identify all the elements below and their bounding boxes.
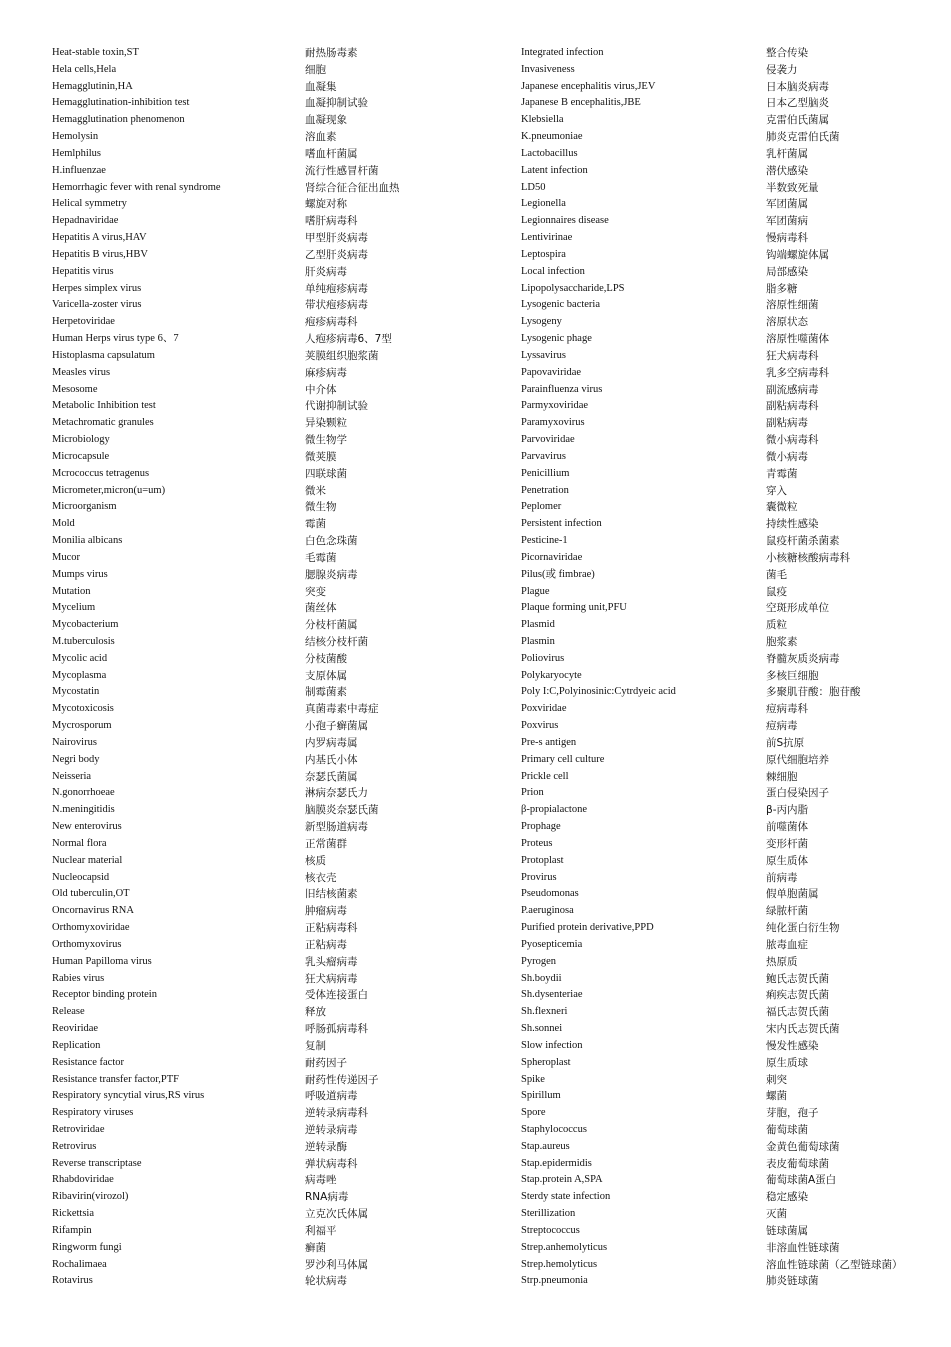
term-chinese: 小核糖核酸病毒科 — [766, 551, 850, 564]
term-chinese: 腮腺炎病毒 — [305, 568, 358, 581]
term-english: Lentivirinae — [521, 232, 573, 244]
term-chinese: 青霉菌 — [766, 467, 798, 480]
term-english: Parmyxoviridae — [521, 400, 589, 412]
term-english: Reoviridae — [52, 1023, 99, 1035]
term-chinese: 变形杆菌 — [766, 837, 808, 850]
term-english: Strp.pneumonia — [521, 1275, 588, 1287]
term-chinese: 呼肠孤病毒科 — [305, 1023, 368, 1036]
term-chinese: 奈瑟氏菌属 — [305, 770, 358, 783]
term-chinese: 链球菌属 — [766, 1224, 808, 1237]
term-chinese: 正常菌群 — [305, 837, 347, 850]
term-english: Microbiology — [52, 434, 110, 446]
term-english: Mumps virus — [52, 568, 108, 580]
term-chinese: 代谢抑制试验 — [305, 400, 368, 413]
term-english: Stap.aureus — [521, 1140, 570, 1152]
term-english: Hepatitis virus — [52, 265, 114, 277]
term-english: Neisseria — [52, 770, 92, 782]
term-chinese: 表皮葡萄球菌 — [766, 1157, 829, 1170]
term-english: Sh.flexneri — [521, 1006, 568, 1018]
term-english: Orthomyxoviridae — [52, 922, 130, 934]
term-english: Mycotoxicosis — [52, 703, 114, 715]
term-english: Persistent infection — [521, 518, 602, 530]
term-english: N.meningitidis — [52, 804, 115, 816]
term-chinese: 局部感染 — [766, 265, 808, 278]
term-chinese: 肺炎链球菌 — [766, 1275, 819, 1288]
term-english: Human Herps virus type 6、7 — [52, 333, 179, 345]
term-english: Lipopolysaccharide,LPS — [521, 282, 625, 294]
term-chinese: 甲型肝炎病毒 — [305, 232, 368, 245]
term-english: Lysogenic bacteria — [521, 299, 601, 311]
term-chinese: 原代细胞培养 — [766, 753, 829, 766]
term-english: Parvoviridae — [521, 434, 575, 446]
term-chinese: 癣菌 — [305, 1241, 326, 1254]
term-english: Hemorrhagic fever with renal syndrome — [52, 181, 221, 193]
term-chinese: 多聚肌苷酸：胞苷酸 — [766, 686, 861, 699]
term-english: Proteus — [521, 837, 553, 849]
term-english: Spore — [521, 1107, 546, 1119]
term-chinese: 真菌毒素中毒症 — [305, 703, 379, 716]
term-english: Mycrosporum — [52, 720, 112, 732]
term-english: Spike — [521, 1073, 545, 1085]
term-english: Rhabdoviridae — [52, 1174, 114, 1186]
term-chinese: 逆转录病毒科 — [305, 1107, 368, 1120]
term-chinese: 荚膜组织胞浆菌 — [305, 349, 379, 362]
term-chinese: 前噬菌体 — [766, 821, 808, 834]
term-english: Retroviridae — [52, 1124, 105, 1135]
term-english: Protoplast — [521, 854, 564, 866]
term-english: Plague — [521, 585, 550, 597]
term-english: Replication — [52, 1039, 101, 1051]
term-chinese: 单纯疱疹病毒 — [305, 282, 368, 295]
term-chinese: 核质 — [305, 854, 326, 867]
term-english: Prophage — [521, 821, 561, 833]
term-english: Lysogenic phage — [521, 333, 592, 345]
term-english: H.influenzae — [52, 164, 106, 176]
term-english: Respiratory viruses — [52, 1107, 134, 1119]
term-chinese: 微小病毒 — [766, 450, 808, 463]
term-chinese: 痘病毒 — [766, 720, 798, 733]
term-chinese: 释放 — [305, 1006, 326, 1019]
term-english: Staphylococcus — [521, 1124, 587, 1135]
term-chinese: 乳头瘤病毒 — [305, 955, 358, 968]
term-chinese: 空斑形成单位 — [766, 602, 829, 615]
term-chinese: 宋内氏志贺氏菌 — [766, 1023, 840, 1036]
term-chinese: 肿瘤病毒 — [305, 905, 347, 918]
term-chinese: 狂犬病病毒 — [305, 972, 358, 985]
term-chinese: 胞浆素 — [766, 635, 798, 648]
term-english: Poly I:C,Polyinosinic:Cytrdyeic acid — [521, 686, 676, 698]
term-chinese: 军团菌属 — [766, 198, 808, 211]
term-english: Metachromatic granules — [52, 417, 154, 429]
term-english: Old tuberculin,OT — [52, 888, 130, 900]
term-english: Penetration — [521, 484, 569, 496]
term-chinese: 耐热肠毒素 — [305, 47, 358, 59]
term-chinese: 钩端螺旋体属 — [766, 248, 829, 261]
term-chinese: 螺菌 — [766, 1090, 787, 1103]
term-english: Hemagglutinin,HA — [52, 80, 133, 92]
term-english: Integrated infection — [521, 47, 604, 58]
term-chinese: 菌毛 — [766, 568, 787, 581]
term-english: Pseudomonas — [521, 888, 579, 900]
term-english: Varicella-zoster virus — [52, 299, 142, 311]
term-chinese: 军团菌病 — [766, 215, 808, 228]
term-english: Strep.anhemolyticus — [521, 1241, 608, 1253]
term-english: Human Papilloma virus — [52, 955, 152, 967]
term-chinese: 棘细胞 — [766, 770, 798, 783]
term-chinese: 分枝菌酸 — [305, 652, 347, 665]
term-chinese: 灭菌 — [766, 1208, 787, 1221]
term-chinese: 潜伏感染 — [766, 164, 808, 177]
term-english: K.pneumoniae — [521, 131, 583, 143]
term-chinese: 血凝抑制试验 — [305, 97, 368, 110]
term-english: Receptor binding protein — [52, 989, 157, 1001]
term-english: Local infection — [521, 265, 585, 277]
term-chinese: 淋病奈瑟氏力 — [305, 787, 368, 800]
term-chinese: 嗜肝病毒科 — [305, 215, 358, 228]
term-chinese: 核衣壳 — [305, 871, 337, 884]
term-chinese: 带状疱疹病毒 — [305, 299, 368, 312]
term-english: Mold — [52, 518, 75, 530]
term-chinese: 鼠疫 — [766, 585, 787, 598]
term-chinese: 分枝杆菌属 — [305, 619, 358, 632]
term-english: Slow infection — [521, 1039, 583, 1051]
term-english: Hemagglutination phenomenon — [52, 114, 185, 126]
term-chinese: 四联球菌 — [305, 467, 347, 480]
term-chinese: 乳杆菌属 — [766, 147, 808, 160]
term-english: M.tuberculosis — [52, 635, 115, 647]
term-chinese: 慢发性感染 — [766, 1039, 819, 1052]
term-english: Rifampin — [52, 1224, 92, 1236]
term-english: Hepatitis B virus,HBV — [52, 248, 148, 260]
term-english: Lysogeny — [521, 316, 562, 328]
term-english: Orthomyxovirus — [52, 938, 122, 950]
term-english: N.gonorrhoeae — [52, 787, 115, 799]
term-english: Hepatitis A virus,HAV — [52, 232, 147, 244]
term-english: Lyssavirus — [521, 349, 566, 361]
term-chinese: 螺旋对称 — [305, 198, 347, 211]
term-chinese: 微荚膜 — [305, 450, 337, 463]
term-chinese: 鼠疫杆菌杀菌素 — [766, 535, 840, 548]
term-chinese: 利福平 — [305, 1224, 337, 1237]
term-chinese: 穿入 — [766, 484, 787, 497]
term-chinese: 囊微粒 — [766, 501, 798, 514]
term-chinese: 乳多空病毒科 — [766, 366, 829, 379]
term-chinese: 立克次氏体属 — [305, 1208, 368, 1221]
term-chinese: 葡萄球菌 — [766, 1124, 808, 1136]
term-english: Strep.hemolyticus — [521, 1258, 598, 1270]
term-english: Hepadnaviridae — [52, 215, 119, 227]
term-english: Hela cells,Hela — [52, 63, 117, 75]
term-english: Mycostatin — [52, 686, 100, 698]
term-english: Reverse transcriptase — [52, 1157, 142, 1169]
term-english: Monilia albicans — [52, 535, 123, 547]
term-english: Poliovirus — [521, 652, 565, 664]
term-chinese: 结核分枝杆菌 — [305, 635, 368, 648]
term-chinese: 呼吸道病毒 — [305, 1090, 358, 1103]
term-chinese: 受体连接蛋白 — [305, 989, 368, 1002]
term-english: Prion — [521, 787, 544, 799]
term-english: Measles virus — [52, 366, 111, 378]
term-chinese: 日本脑炎病毒 — [766, 80, 829, 93]
term-chinese: 蛋白侵染因子 — [766, 787, 829, 800]
term-chinese: 正粘病毒 — [305, 938, 347, 951]
term-english: New enterovirus — [52, 821, 122, 833]
term-english: Ribavirin(virozol) — [52, 1191, 129, 1203]
term-english: Herpetoviridae — [52, 316, 115, 328]
term-chinese: 假单胞菌属 — [766, 888, 819, 901]
term-chinese: 耐药性传递因子 — [305, 1073, 379, 1086]
term-english: Mcrococcus tetragenus — [52, 467, 150, 479]
term-chinese: 肾综合征合征出血热 — [305, 181, 400, 194]
term-english: Sterillization — [521, 1208, 576, 1220]
term-english: Mycelium — [52, 602, 96, 614]
term-chinese: 白色念珠菌 — [305, 535, 358, 548]
term-chinese: 溶血素 — [305, 131, 337, 144]
term-chinese: 复制 — [305, 1039, 326, 1052]
term-chinese: 麻疹病毒 — [305, 366, 347, 379]
term-english: Metabolic Inhibition test — [52, 400, 156, 412]
term-chinese: 弹状病毒科 — [305, 1157, 358, 1170]
term-chinese: 葡萄球菌A蛋白 — [766, 1174, 837, 1187]
term-chinese: 脓毒血症 — [766, 938, 808, 951]
term-chinese: 溶原性噬菌体 — [766, 333, 829, 346]
term-chinese: 耐药因子 — [305, 1056, 347, 1069]
term-chinese: 半数致死量 — [766, 181, 819, 194]
term-english: Paramyxovirus — [521, 417, 585, 429]
term-english: Herpes simplex virus — [52, 282, 142, 294]
term-chinese: 刺突 — [766, 1073, 787, 1086]
term-english: Peplomer — [521, 501, 562, 513]
term-chinese: 前S抗原 — [766, 736, 805, 749]
term-chinese: 内基氏小体 — [305, 753, 358, 766]
term-english: Micrometer,micron(u=um) — [52, 484, 166, 496]
term-english: Respiratory syncytial virus,RS virus — [52, 1090, 205, 1102]
term-chinese: 溶血性链球菌（乙型链球菌） — [766, 1258, 903, 1271]
term-chinese: 福氏志贺氏菌 — [766, 1006, 829, 1019]
term-chinese: 细胞 — [305, 63, 326, 76]
term-english: Spirillum — [521, 1090, 561, 1102]
term-english: Sh.boydii — [521, 972, 562, 984]
term-chinese: 绿脓杆菌 — [766, 905, 808, 918]
term-english: Japanese B encephalitis,JBE — [521, 97, 641, 109]
term-chinese: 侵袭力 — [766, 63, 798, 76]
term-chinese: 克雷伯氏菌属 — [766, 114, 829, 127]
term-english: Plaque forming unit,PFU — [521, 602, 627, 614]
term-chinese: 毛霉菌 — [305, 551, 337, 564]
term-english: Pre-s antigen — [521, 736, 577, 748]
term-chinese: 小孢子癣菌属 — [305, 720, 368, 733]
term-english: Mycolic acid — [52, 652, 108, 664]
term-english: Hemolysin — [52, 131, 99, 143]
term-english: Pyrogen — [521, 955, 556, 967]
term-chinese: 人疱疹病毒6、7型 — [305, 333, 392, 346]
term-chinese: 日本乙型脑炎 — [766, 97, 829, 110]
term-english: Picornaviridae — [521, 551, 583, 563]
term-english: P.aeruginosa — [521, 905, 574, 917]
term-chinese: 菌丝体 — [305, 602, 337, 615]
term-chinese: 前病毒 — [766, 871, 798, 884]
term-english: Latent infection — [521, 164, 588, 176]
term-english: Leptospira — [521, 248, 566, 260]
term-english: Pilus(或 fimbrae) — [521, 568, 595, 580]
term-english: Microorganism — [52, 501, 117, 513]
term-english: Invasiveness — [521, 63, 575, 75]
term-english: Rotavirus — [52, 1275, 93, 1287]
term-chinese: 罗沙利马体属 — [305, 1258, 368, 1271]
term-chinese: 持续性感染 — [766, 518, 819, 531]
term-chinese: 病毒唑 — [305, 1174, 337, 1187]
term-chinese: 多核巨细胞 — [766, 669, 819, 682]
term-english: β-propialactone — [521, 804, 587, 816]
term-chinese: 原生质体 — [766, 854, 808, 867]
term-chinese: 嗜血杆菌属 — [305, 147, 358, 160]
term-english: Stap.epidermidis — [521, 1157, 592, 1169]
term-chinese: 溶原状态 — [766, 316, 808, 329]
term-english: Negri body — [52, 753, 100, 765]
term-english: Resistance transfer factor,PTF — [52, 1073, 179, 1085]
term-chinese: RNA病毒 — [305, 1191, 349, 1204]
term-english: Purified protein derivative,PPD — [521, 922, 654, 934]
term-chinese: 支原体属 — [305, 669, 347, 682]
term-english: Pesticine-1 — [521, 535, 568, 547]
term-english: Japanese encephalitis virus,JEV — [521, 80, 656, 92]
term-english: LD50 — [521, 181, 546, 193]
term-english: Heat-stable toxin,ST — [52, 47, 139, 58]
term-english: Resistance factor — [52, 1056, 125, 1068]
term-english: Mucor — [52, 551, 80, 563]
term-chinese: 副流感病毒 — [766, 383, 819, 396]
term-chinese: 逆转录病毒 — [305, 1124, 358, 1136]
term-chinese: 脑膜炎奈瑟氏菌 — [305, 804, 379, 817]
term-english: Rochalimaea — [52, 1258, 107, 1270]
term-english: Penicillium — [521, 467, 570, 479]
term-chinese: 热原质 — [766, 955, 798, 968]
term-english: Primary cell culture — [521, 753, 605, 765]
term-chinese: 脊髓灰质炎病毒 — [766, 652, 840, 665]
term-chinese: β-丙内脂 — [766, 804, 808, 817]
term-english: Sh.sonnei — [521, 1023, 563, 1035]
term-chinese: 稳定感染 — [766, 1191, 808, 1204]
term-english: Lactobacillus — [521, 147, 578, 159]
term-english: Provirus — [521, 871, 557, 883]
term-english: Stap.protein A,SPA — [521, 1174, 603, 1186]
term-chinese: 原生质球 — [766, 1056, 808, 1069]
term-chinese: 肺炎克雷伯氏菌 — [766, 131, 840, 144]
term-english: Microcapsule — [52, 450, 110, 462]
term-english: Retrovirus — [52, 1140, 97, 1152]
term-english: Poxvirus — [521, 720, 559, 732]
term-english: Poxviridae — [521, 703, 567, 715]
term-chinese: 非溶血性链球菌 — [766, 1241, 840, 1254]
term-chinese: 中介体 — [305, 383, 337, 396]
term-english: Sh.dysenteriae — [521, 989, 583, 1001]
term-english: Polykaryocyte — [521, 669, 582, 681]
term-chinese: 乙型肝炎病毒 — [305, 248, 368, 261]
term-chinese: 痢疾志贺氏菌 — [766, 989, 829, 1002]
term-chinese: 慢病毒科 — [766, 232, 808, 245]
term-chinese: 正粘病毒科 — [305, 922, 358, 935]
term-english: Histoplasma capsulatum — [52, 349, 155, 361]
term-english: Oncornavirus RNA — [52, 905, 134, 917]
term-chinese: 轮状病毒 — [305, 1275, 347, 1288]
term-chinese: 微生物学 — [305, 434, 347, 447]
term-chinese: 副粘病毒科 — [766, 400, 819, 413]
term-english: Legionnaires disease — [521, 215, 609, 227]
term-chinese: 血凝集 — [305, 80, 337, 93]
term-english: Parvavirus — [521, 450, 566, 462]
term-chinese: 肝炎病毒 — [305, 265, 347, 278]
term-english: Rabies virus — [52, 972, 105, 984]
term-english: Helical symmetry — [52, 198, 127, 210]
term-english: Mesosome — [52, 383, 98, 395]
term-chinese: 鲍氏志贺氏菌 — [766, 972, 829, 985]
term-english: Ringworm fungi — [52, 1241, 122, 1253]
term-chinese: 突变 — [305, 585, 326, 598]
term-english: Legionella — [521, 198, 566, 210]
term-chinese: 逆转录酶 — [305, 1140, 347, 1153]
term-english: Plasmid — [521, 619, 555, 631]
term-chinese: 血凝现象 — [305, 114, 347, 127]
term-english: Normal flora — [52, 837, 107, 849]
term-english: Parainfluenza virus — [521, 383, 603, 395]
term-english: Nucleocapsid — [52, 871, 110, 883]
term-chinese: 内罗病毒属 — [305, 736, 358, 749]
term-english: Hemagglutination-inhibition test — [52, 97, 190, 109]
term-chinese: 纯化蛋白衍生物 — [766, 922, 840, 935]
term-english: Nuclear material — [52, 854, 123, 866]
term-chinese: 霉菌 — [305, 518, 326, 531]
term-english: Klebsiella — [521, 114, 564, 126]
term-chinese: 疱疹病毒科 — [305, 316, 358, 329]
term-english: Mycobacterium — [52, 619, 119, 631]
term-chinese: 流行性感冒杆菌 — [305, 164, 379, 177]
term-english: Plasmin — [521, 635, 555, 647]
term-chinese: 副粘病毒 — [766, 417, 808, 430]
term-chinese: 狂犬病毒科 — [766, 349, 819, 362]
term-chinese: 异染颗粒 — [305, 417, 347, 430]
term-chinese: 金黄色葡萄球菌 — [766, 1140, 840, 1153]
term-chinese: 整合传染 — [766, 47, 808, 59]
term-english: Release — [52, 1006, 85, 1018]
term-chinese: 新型肠道病毒 — [305, 821, 368, 834]
term-english: Mutation — [52, 585, 91, 597]
term-english: Streptococcus — [521, 1224, 580, 1236]
term-english: Rickettsia — [52, 1208, 94, 1220]
term-english: Papovaviridae — [521, 366, 582, 378]
term-chinese: 制霉菌素 — [305, 686, 347, 699]
term-english: Spheroplast — [521, 1056, 571, 1068]
term-chinese: 芽胞，孢子 — [766, 1107, 819, 1120]
term-english: Hemlphilus — [52, 147, 101, 159]
term-chinese: 微生物 — [305, 501, 337, 514]
term-chinese: 旧结核菌素 — [305, 888, 358, 901]
term-chinese: 微米 — [305, 484, 326, 497]
term-chinese: 脂多糖 — [766, 282, 798, 295]
term-english: Sterdy state infection — [521, 1191, 611, 1203]
term-english: Prickle cell — [521, 770, 569, 782]
term-english: Nairovirus — [52, 736, 97, 748]
term-chinese: 痘病毒科 — [766, 703, 808, 716]
term-chinese: 微小病毒科 — [766, 434, 819, 447]
term-chinese: 质粒 — [766, 619, 787, 632]
term-chinese: 溶原性细菌 — [766, 299, 819, 312]
term-english: Pyosepticemia — [521, 938, 583, 950]
term-english: Mycoplasma — [52, 669, 107, 681]
